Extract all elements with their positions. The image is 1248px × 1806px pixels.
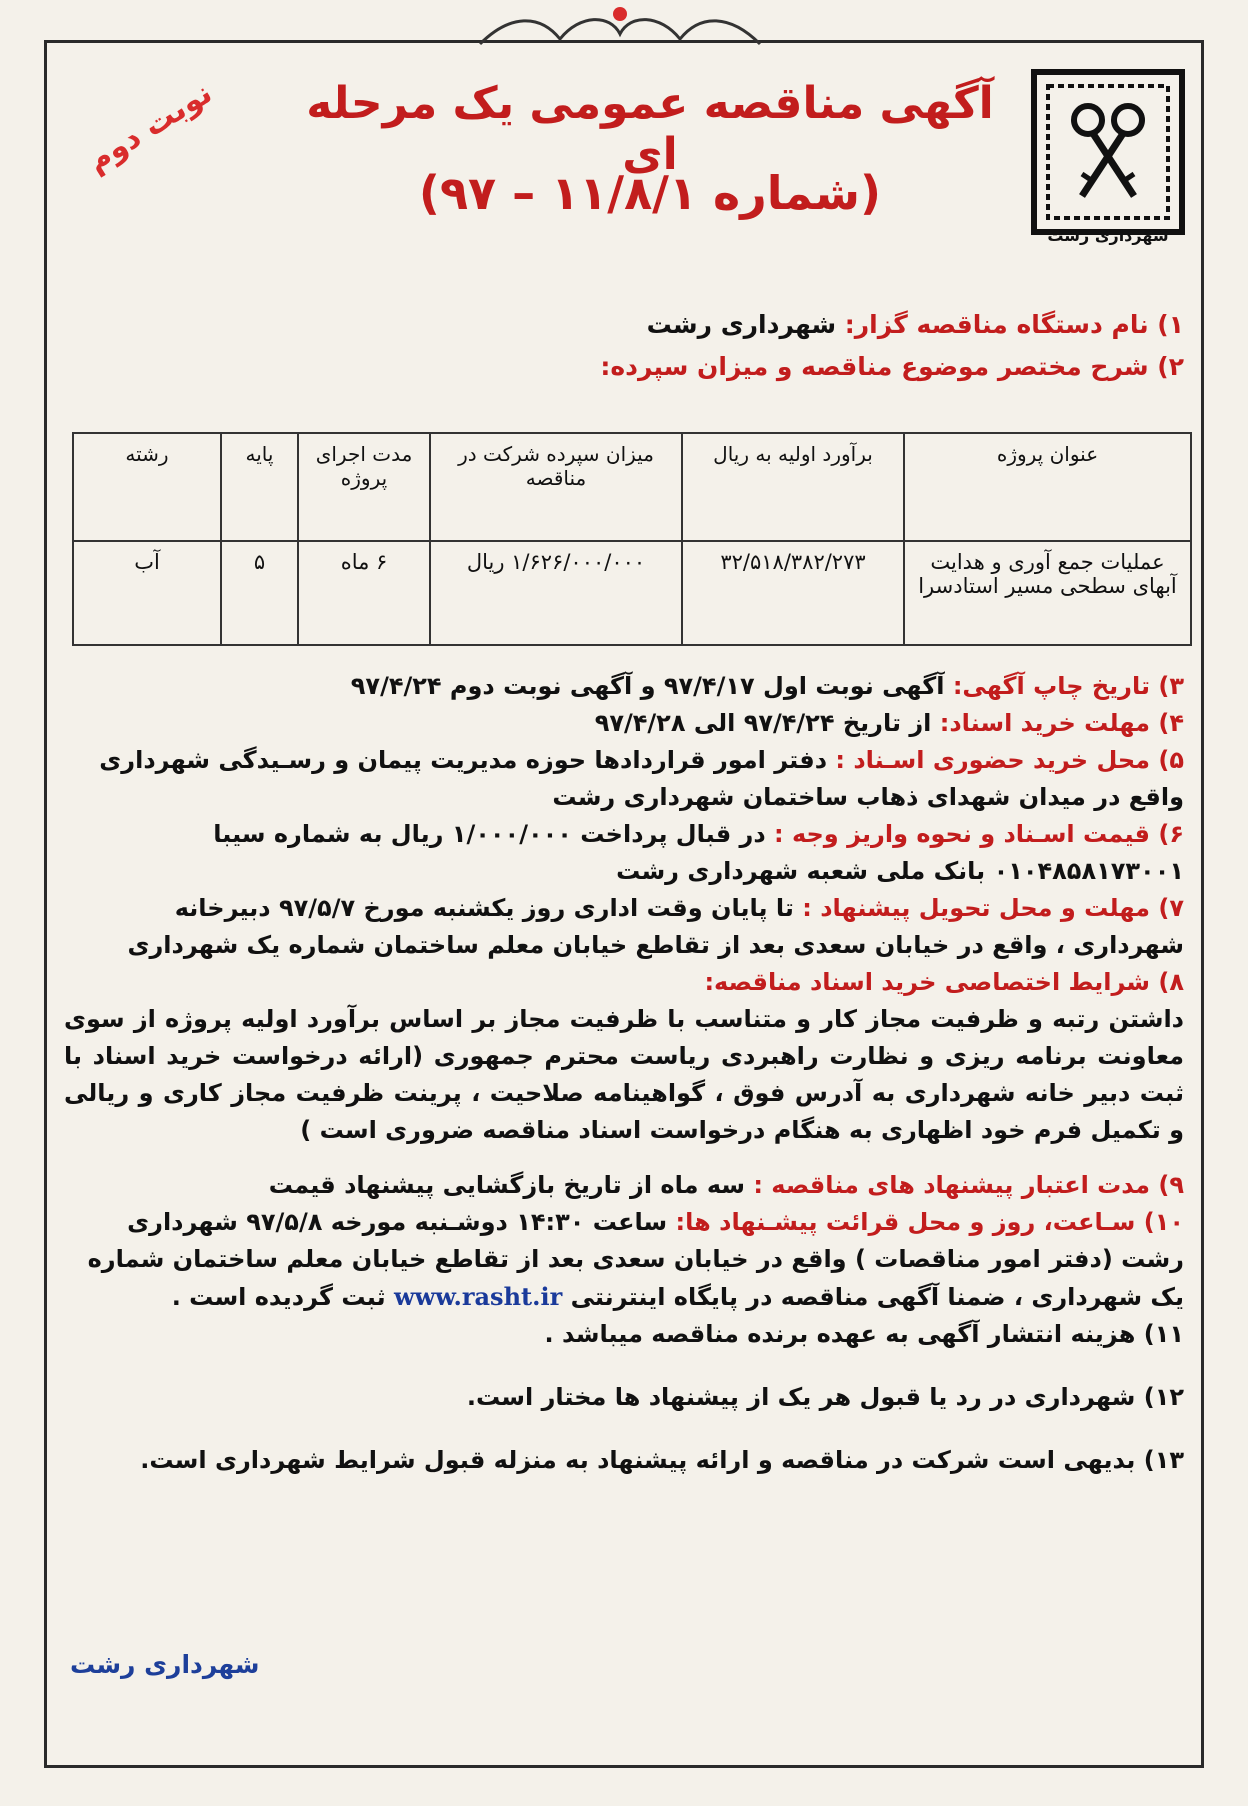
item-1 [647,306,1184,344]
cell-deposit: ۱/۶۲۶/۰۰۰/۰۰۰ ریال [430,541,682,645]
item-8-label: ۸) شرایط اختصاصی خرید اسناد مناقصه: [704,968,1184,996]
item-13: ۱۳) بدیهی است شرکت در مناقصه و ارائه پیشنهاد به منزله قبول شرایط شهرداری است. [140,1446,1184,1474]
project-table [72,432,1192,646]
item-6-label: ۶) قیمت اسـناد و نحوه واریز وجه : [774,820,1184,848]
item-5-value: دفتر امور قراردادها حوزه مدیریت پیمان و رسـیدگی شهرداری واقع در میدان شهدای ذهاب ساختمان شهرداری رشت [99,746,1184,811]
cell-grade: ۵ [221,541,298,645]
item-2 [600,348,1184,386]
spacer [64,1416,1184,1442]
item-5 [64,742,1184,816]
item-9-value: سه ماه از تاریخ بازگشایی پیشنهاد قیمت [268,1171,754,1199]
col-duration: مدت اجرای پروژه [298,433,430,541]
item-7-label: ۷) مهلت و محل تحویل پیشنهاد : [802,894,1184,922]
item-6 [64,816,1184,890]
item-2-label: ۲) شرح مختصر موضوع مناقصه و میزان سپرده: [600,352,1184,381]
col-project-title: عنوان پروژه [904,433,1191,541]
item-9-label: ۹) مدت اعتبار پیشنهاد های مناقصه : [753,1171,1184,1199]
tender-number: (شماره ۱۱/۸/۱ – ۹۷) [418,166,882,220]
item-1-value: شهرداری رشت [646,310,845,339]
item-7 [64,890,1184,964]
cell-estimate: ۳۲/۵۱۸/۳۸۲/۲۷۳ [682,541,904,645]
item-4 [64,705,1184,742]
col-deposit: میزان سپرده شرکت در مناقصه [430,433,682,541]
col-estimate: برآورد اولیه به ریال [682,433,904,541]
item-3-value: آگهی نوبت اول ۹۷/۴/۱۷ و آگهی نوبت دوم ۹۷/۴/۲۴ [350,672,953,700]
table-header-row [73,433,1191,541]
col-grade: پایه [221,433,298,541]
municipality-logo-icon [1030,58,1186,248]
item-4-label: ۴) مهلت خرید اسناد: [939,709,1184,737]
notice-round-stamp: نوبت دوم [81,75,219,180]
item-8 [64,964,1184,1001]
spacer [64,1353,1184,1379]
item-12: ۱۲) شهرداری در رد یا قبول هر یک از پیشنهاد ها مختار است. [466,1383,1184,1411]
item-10-tail: ثبت گردیده است . [171,1283,394,1311]
logo-caption: شهرداری رشت [1047,226,1169,245]
item-3-label: ۳) تاریخ چاپ آگهی: [952,672,1184,700]
item-10-value: ساعت ۱۴:۳۰ دوشـنبه مورخه ۹۷/۵/۸ شهرداری رشت (دفتر امور مناقصات ) واقع در خیابان سعدی بعد از تقاطع خیابان معلم ساختمان شماره یک شهرداری ، ضمنا آگهی مناقصه در پایگاه اینترنتی [87,1208,1184,1311]
spacer [64,1149,1184,1167]
page-title: آگهی مناقصه عمومی یک مرحله ای [306,78,994,180]
ornament-icon [470,4,770,56]
cell-project-title: عملیات جمع آوری و هدایت آبهای سطحی مسیر استادسرا [904,541,1191,645]
table-row [73,541,1191,645]
item-6-value: در قبال پرداخت ۱/۰۰۰/۰۰۰ ریال به شماره سیبا ۰۱۰۴۸۵۸۱۷۳۰۰۱ بانک ملی شعبه شهرداری رشت [213,820,1184,885]
item-10 [64,1204,1184,1316]
item-7-value: تا پایان وقت اداری روز یکشنبه مورخ ۹۷/۵/۷ دبیرخانه شهرداری ، واقع در خیابان سعدی بعد از تقاطع خیابان معلم ساختمان شماره یک شهرداری [127,894,1184,959]
item-1-label: ۱) نام دستگاه مناقصه گزار: [844,310,1184,339]
cell-field: آب [73,541,221,645]
item-4-value: از تاریخ ۹۷/۴/۲۴ الی ۹۷/۴/۲۸ [594,709,940,737]
conditions-list [64,668,1184,1479]
signature: شهرداری رشت [70,1650,260,1679]
cell-duration: ۶ ماه [298,541,430,645]
col-field: رشته [73,433,221,541]
item-5-label: ۵) محل خرید حضوری اسـناد : [835,746,1184,774]
website-link[interactable]: www.rasht.ir [393,1282,563,1311]
item-8-body: داشتن رتبه و ظرفیت مجاز کار و متناسب با ظرفیت مجاز بر اساس برآورد اولیه پروژه از سوی معاونت برنامه ریزی و نظارت راهبردی ریاست محترم جمهوری (ارائه درخواست خرید اسناد با ثبت دبیر خانه شهرداری به آدرس فوق ، گواهینامه صلاحیت ، پرینت ظرفیت مجاز کاری و ریالی و تکمیل فرم خود اظهاری به هنگام درخواست اسناد مناقصه ضروری است ) [64,1005,1184,1144]
item-9 [64,1167,1184,1204]
item-3 [64,668,1184,705]
item-10-label: ۱۰) سـاعت، روز و محل قرائت پیشـنهاد ها: [675,1208,1184,1236]
item-11: ۱۱) هزینه انتشار آگهی به عهده برنده مناقصه میباشد . [544,1320,1184,1348]
